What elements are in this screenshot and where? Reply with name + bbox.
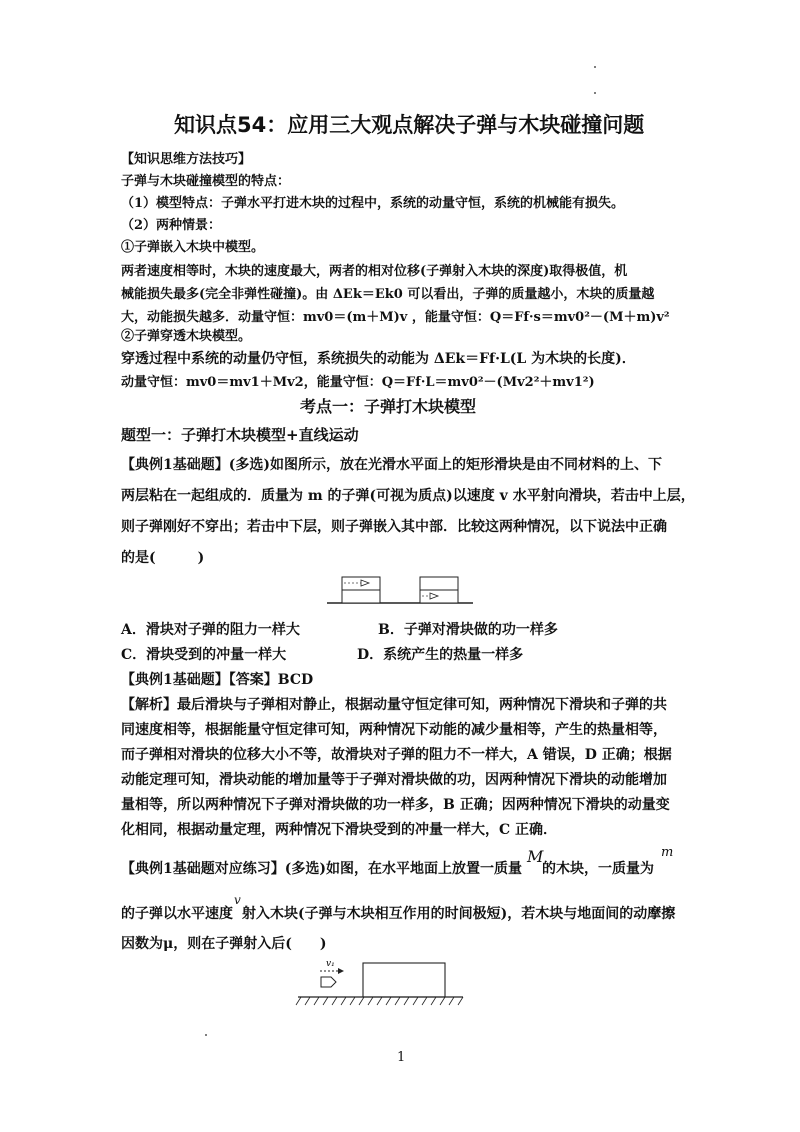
- section-header-methods: 【知识思维方法技巧】: [121, 152, 252, 167]
- practice-line2: 的子弹以水平速度: [121, 906, 233, 922]
- practice-line1: 【典例1基础题对应练习】(多选)如图，在水平地面上放置一质量: [121, 861, 522, 877]
- option-a: A．滑块对子弹的阻力一样大: [121, 622, 300, 638]
- option-d: D．系统产生的热量一样多: [357, 647, 524, 663]
- scan-dot: [205, 1034, 207, 1036]
- example1-line3: 则子弹刚好不穿出；若击中下层，则子弹嵌入其中部．比较这两种情况，以下说法中正确: [121, 519, 667, 535]
- symbol-M: M: [527, 847, 544, 866]
- practice-line2b: 射入木块(子弹与木块相互作用的时间极短)，若木块与地面间的动摩擦: [242, 906, 676, 922]
- analysis-line6: 化相同，根据动量定理，两种情况下滑块受到的冲量一样大，C 正确．: [121, 822, 558, 838]
- page-title: 知识点54：应用三大观点解决子弹与木块碰撞问题: [174, 113, 645, 137]
- case1-title: ①子弹嵌入木块中模型。: [121, 240, 265, 255]
- symbol-m: m: [661, 845, 674, 860]
- scan-dot: [594, 66, 596, 68]
- analysis-line4: 动能定理可知，滑块动能的增加量等于子弹对滑块做的功，因两种情况下滑块的动能增加: [121, 772, 667, 788]
- case1-line1: 两者速度相等时，木块的速度最大，两者的相对位移(子弹射入木块的深度)取得极值，机: [121, 264, 628, 279]
- practice-line3: 因数为μ，则在子弹射入后( ): [121, 936, 327, 952]
- analysis-line2: 同速度相等，根据能量守恒定律可知，两种情况下动能的减少量相等，产生的热量相等，: [121, 722, 667, 738]
- page-number: 1: [397, 1050, 406, 1065]
- exam-point-heading: 考点一：子弹打木块模型: [300, 397, 477, 416]
- case2-line1: 穿透过程中系统的动量仍守恒，系统损失的动能为 ΔEk＝Ff·L(L 为木块的长度)．: [121, 351, 636, 367]
- analysis-line3: 而子弹相对滑块的位移大小不等，故滑块对子弹的阻力不一样大，A 错误，D 正确；根据: [121, 747, 672, 763]
- methods-item1: （1）模型特点：子弹水平打进木块的过程中，系统的动量守恒，系统的机械能有损失。: [121, 196, 625, 211]
- case1-line2: 械能损失最多(完全非弹性碰撞)。由 ΔEk＝Ek0 可以看出，子弹的质量越小，木块的质量越: [121, 287, 655, 302]
- example1-line1: 【典例1基础题】(多选)如图所示，放在光滑水平面上的矩形滑块是由不同材料的上、下: [121, 457, 662, 473]
- example1-line4: 的是( ): [121, 550, 205, 566]
- question-type-heading: 题型一：子弹打木块模型+直线运动: [121, 426, 359, 444]
- case1-line3: 大，动能损失越多．动量守恒：mv0＝(m＋M)v ，能量守恒：Q＝Ff·s＝mv0²－(M＋m)v²: [121, 310, 670, 325]
- figure-two-blocks: [325, 570, 475, 610]
- scan-dot: [594, 92, 596, 94]
- analysis-line1: 【解析】最后滑块与子弹相对静止，根据动量守恒定律可知，两种情况下滑块和子弹的共: [121, 697, 667, 713]
- analysis-line5: 量相等，所以两种情况下子弹对滑块做的功一样多，B 正确；因两种情况下滑块的动量变: [121, 797, 670, 813]
- velocity-label: v₁: [326, 959, 335, 969]
- methods-item2: （2）两种情景：: [121, 218, 222, 233]
- figure-bullet-block: [293, 955, 468, 1015]
- option-b: B．子弹对滑块做的功一样多: [378, 622, 558, 638]
- practice-line1b: 的木块，一质量为: [542, 861, 654, 877]
- case2-title: ②子弹穿透木块模型。: [121, 329, 252, 344]
- case2-line2: 动量守恒：mv0＝mv1＋Mv2，能量守恒：Q＝Ff·L＝mv0²－(Mv2²＋mv1²): [121, 375, 595, 390]
- option-c: C．滑块受到的冲量一样大: [121, 647, 287, 663]
- symbol-v: v: [234, 893, 241, 907]
- example1-answer: 【典例1基础题】【答案】BCD: [121, 672, 314, 688]
- methods-intro: 子弹与木块碰撞模型的特点：: [121, 174, 291, 189]
- example1-line2: 两层粘在一起组成的．质量为 m 的子弹(可视为质点)以速度 v 水平射向滑块，若击中上层，: [121, 488, 695, 504]
